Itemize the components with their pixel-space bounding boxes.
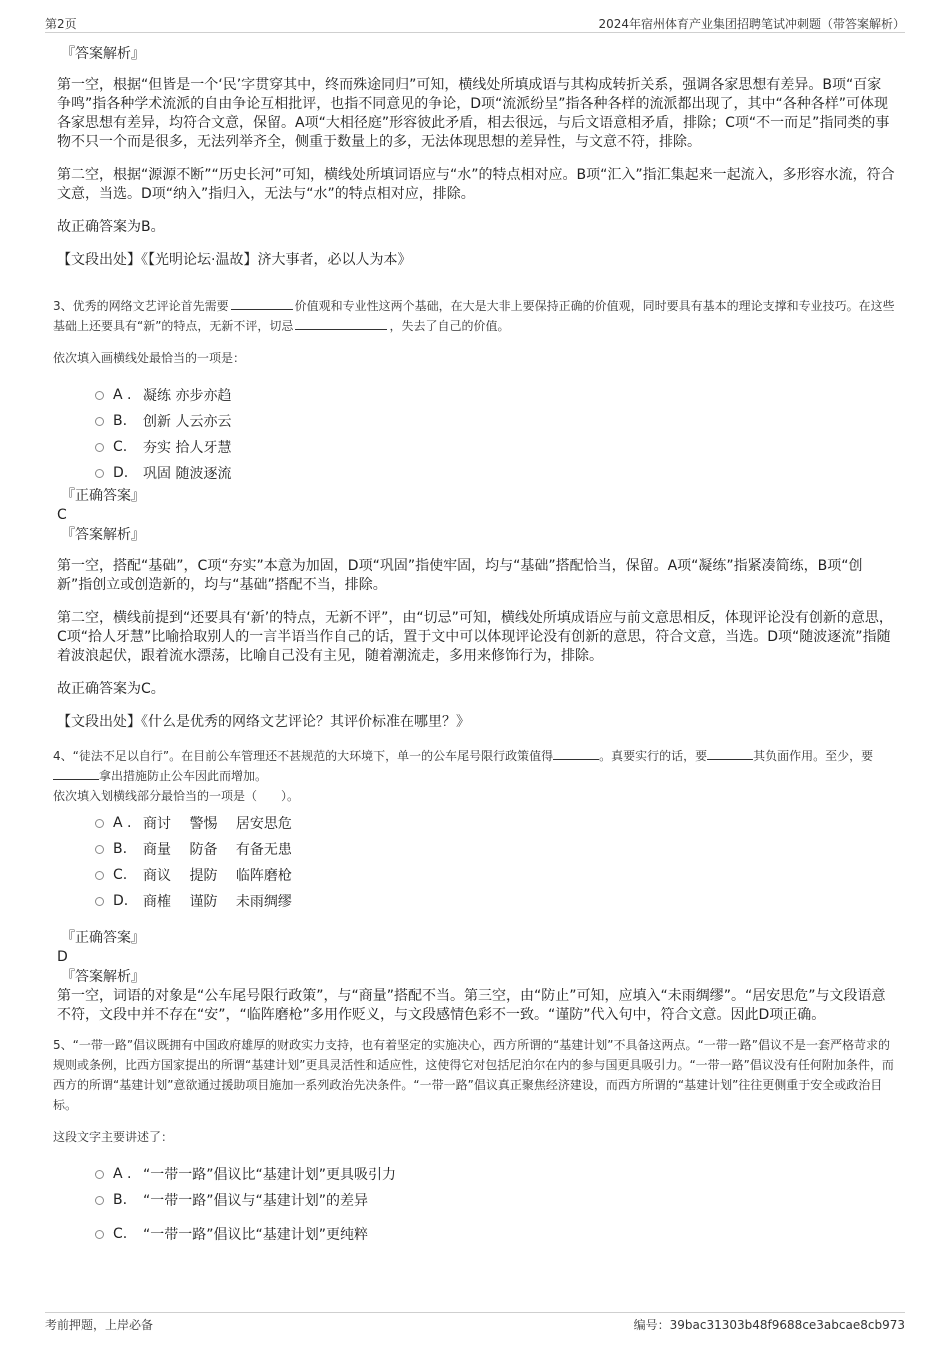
option-letter: B. [113,1192,128,1208]
option-text: 商榷 谨防 未雨绸缪 [143,894,292,910]
q4-stem [53,746,895,786]
q3-stem-part-3: ，失去了自己的价值。 [389,319,510,333]
q3-stem-part-2: 价值观和专业性这两个基础，在大是大非上要保持正确的价值观，同时要具有基本的理论支撑和专业技巧。在这些基础上还要具有“新”的特点，无新不评，切忌 [53,299,895,333]
q2-conclusion: 故正确答案为B。 [57,219,165,235]
q2-analysis-label: 『答案解析』 [61,46,145,62]
option-text: 凝练 亦步亦趋 [143,388,232,404]
q3-stem-part-1: 3、优秀的网络文艺评论首先需要 [53,299,229,313]
q4-stem-part-1: 4、“徒法不足以自行”。在目前公车管理还不甚规范的大环境下，单一的公车尾号限行政策值得 [53,749,554,763]
radio-icon[interactable] [95,819,104,828]
q3-options [95,382,895,486]
option-letter: C. [113,867,128,883]
radio-icon[interactable] [95,469,104,478]
q3-analysis-paragraph-1: 第一空，搭配“基础”，C项“夯实”本意为加固，D项“巩固”指使牢固，均与“基础”搭配恰当，保留。A项“凝练”指紧凑简练，B项“创新”指创立或创造新的，均与“基础”搭配不当，排除。 [57,558,863,593]
radio-icon[interactable] [95,417,104,426]
q4-stem-part-3: 其负面作用。至少，要 [753,749,874,763]
option-text: 夯实 拾人牙慧 [143,440,232,456]
radio-icon[interactable] [95,391,104,400]
option-text: “一带一路”倡议比“基建计划”更纯粹 [143,1227,369,1243]
option-letter: A . [113,387,132,403]
radio-icon[interactable] [95,1170,104,1179]
option-text: 创新 人云亦云 [143,414,232,430]
q2-source: 【文段出处】《【光明论坛·温故】济大事者，必以人为本》 [57,252,412,268]
question-5 [53,1035,895,1247]
q4-correct-answer: D [57,949,68,965]
footer-slogan: 考前押题，上岸必备 [45,1318,154,1332]
option-text: “一带一路”倡议与“基建计划”的差异 [143,1193,369,1209]
q5-options [95,1161,895,1247]
radio-icon[interactable] [95,1196,104,1205]
q3-blank-2 [295,317,387,330]
question-3 [53,296,895,732]
page-content [53,44,895,1247]
option-text: 商议 提防 临阵磨枪 [143,868,292,884]
option-letter: D. [113,465,129,481]
q3-analysis-paragraph-2: 第二空，横线前提到“还要具有‘新’的特点，无新不评”，由“切忌”可知，横线处所填成语应与前文意思相反，体现评论没有创新的意思，C项“拾人牙慧”比喻拾取别人的一言半语当作自己的话，置于文中可以体现评论没有创新的意思，符合文意，当选。D项“随波逐流”指随着波浪起伏，跟着流水漂荡，比喻自己没有主见，随着潮流走，多用来修饰行为，排除。 [57,610,893,664]
q3-option-d[interactable] [95,460,895,486]
q4-option-d[interactable] [95,888,895,914]
q5-option-a[interactable] [95,1161,895,1187]
radio-icon[interactable] [95,845,104,854]
q3-blank-1 [231,297,293,310]
document-id-value: 39bac31303b48f9688ce3abcae8cb973 [669,1318,905,1332]
q4-prompt: 依次填入划横线部分最恰当的一项是（ ）。 [53,789,300,803]
q5-stem: 5、“一带一路”倡议既拥有中国政府雄厚的财政实力支持，也有着坚定的实施决心，西方所谓的“基建计划”不具备这两点。“一带一路”倡议不是一套严格苛求的规则或条例，比西方国家提出的所谓“基建计划”更具灵活性和适应性，这使得它对包括尼泊尔在内的参与国更具吸引力。“一带一路”倡议没有任何附加条件，而西方的所谓“基建计划”意欲通过援助项目施加一系列政治先决条件。“一带一路”倡议真正聚焦经济建设，而西方所谓的“基建计划”往往更侧重于安全或政治目标。 [53,1038,894,1112]
q4-analysis-label: 『答案解析』 [61,969,145,985]
option-letter: A . [113,815,132,831]
q3-option-b[interactable] [95,408,895,434]
option-letter: D. [113,893,129,909]
q3-correct-answer: C [57,507,67,523]
q4-correct-label: 『正确答案』 [61,930,145,946]
page-footer [45,1312,905,1335]
option-text: “一带一路”倡议比“基建计划”更具吸引力 [143,1167,397,1183]
q4-stem-part-4: 拿出措施防止公车因此而增加。 [99,769,268,783]
q4-option-a[interactable] [95,810,895,836]
option-letter: A . [113,1166,132,1182]
q3-stem [53,296,895,336]
q3-option-a[interactable] [95,382,895,408]
document-title: 2024年宿州体育产业集团招聘笔试冲刺题（带答案解析） [598,17,905,31]
q3-prompt: 依次填入画横线处最恰当的一项是： [53,351,246,365]
q4-analysis-paragraph: 第一空，词语的对象是“公车尾号限行政策”，与“商量”搭配不当。第三空，由“防止”可知，应填入“未雨绸缪”。“居安思危”与文段语意不符，文段中并不存在“安”，“临阵磨枪”多用作贬义，与文段感情色彩不一致。“谨防”代入句中，符合文意。因此D项正确。 [57,988,886,1023]
document-id [634,1316,905,1333]
q3-analysis-label: 『答案解析』 [61,527,145,543]
option-text: 巩固 随波逐流 [143,466,232,482]
q3-source: 【文段出处】《什么是优秀的网络文艺评论？其评价标准在哪里？》 [57,714,470,730]
option-letter: B. [113,413,128,429]
radio-icon[interactable] [95,443,104,452]
page-number: 第2页 [45,17,77,31]
radio-icon[interactable] [95,897,104,906]
q4-blank-2 [707,747,753,760]
q4-stem-part-2: 。真要实行的话，要 [599,749,708,763]
q3-conclusion: 故正确答案为C。 [57,681,165,697]
option-text: 商讨 警惕 居安思危 [143,816,292,832]
q2-analysis-paragraph-1: 第一空，根据“但皆是一个‘民’字贯穿其中，终而殊途同归”可知，横线处所填成语与其构成转折关系，强调各家思想有差异。B项“百家争鸣”指各种学术流派的自由争论互相批评，也指不同意见的争论，D项“流派纷呈”指各种各样的流派都出现了，其中“各种各样”可体现各家思想有差异，均符合文意，保留。A项“大相径庭”形容彼此矛盾，相去很远，与后文语意相矛盾，排除；C项“不一而足”指同类的事物不只一个而是很多，无法列举齐全，侧重于数量上的多，无法体现思想的差异性，与文意不符，排除。 [57,77,890,150]
option-letter: C. [113,439,128,455]
q4-option-b[interactable] [95,836,895,862]
radio-icon[interactable] [95,1230,104,1239]
q2-analysis-paragraph-2: 第二空，根据“源源不断”“历史长河”可知，横线处所填词语应与“水”的特点相对应。B项“汇入”指汇集起来一起流入，多形容水流，符合文意，当选。D项“纳入”指归入，无法与“水”的特点相对应，排除。 [57,167,895,202]
option-text: 商量 防备 有备无患 [143,842,292,858]
document-id-label: 编号： [633,1318,670,1332]
q4-options [95,810,895,914]
q2-analysis-section [57,44,895,270]
q3-correct-label: 『正确答案』 [61,488,145,504]
q5-prompt: 这段文字主要讲述了： [53,1130,174,1144]
option-letter: C. [113,1226,128,1242]
q4-blank-3 [53,767,99,780]
q4-option-c[interactable] [95,862,895,888]
q4-blank-1 [553,747,599,760]
question-4 [53,746,895,1025]
option-letter: B. [113,841,128,857]
q5-option-c[interactable] [95,1221,895,1247]
page-header [45,12,905,33]
q3-option-c[interactable] [95,434,895,460]
radio-icon[interactable] [95,871,104,880]
q5-option-b[interactable] [95,1187,895,1213]
